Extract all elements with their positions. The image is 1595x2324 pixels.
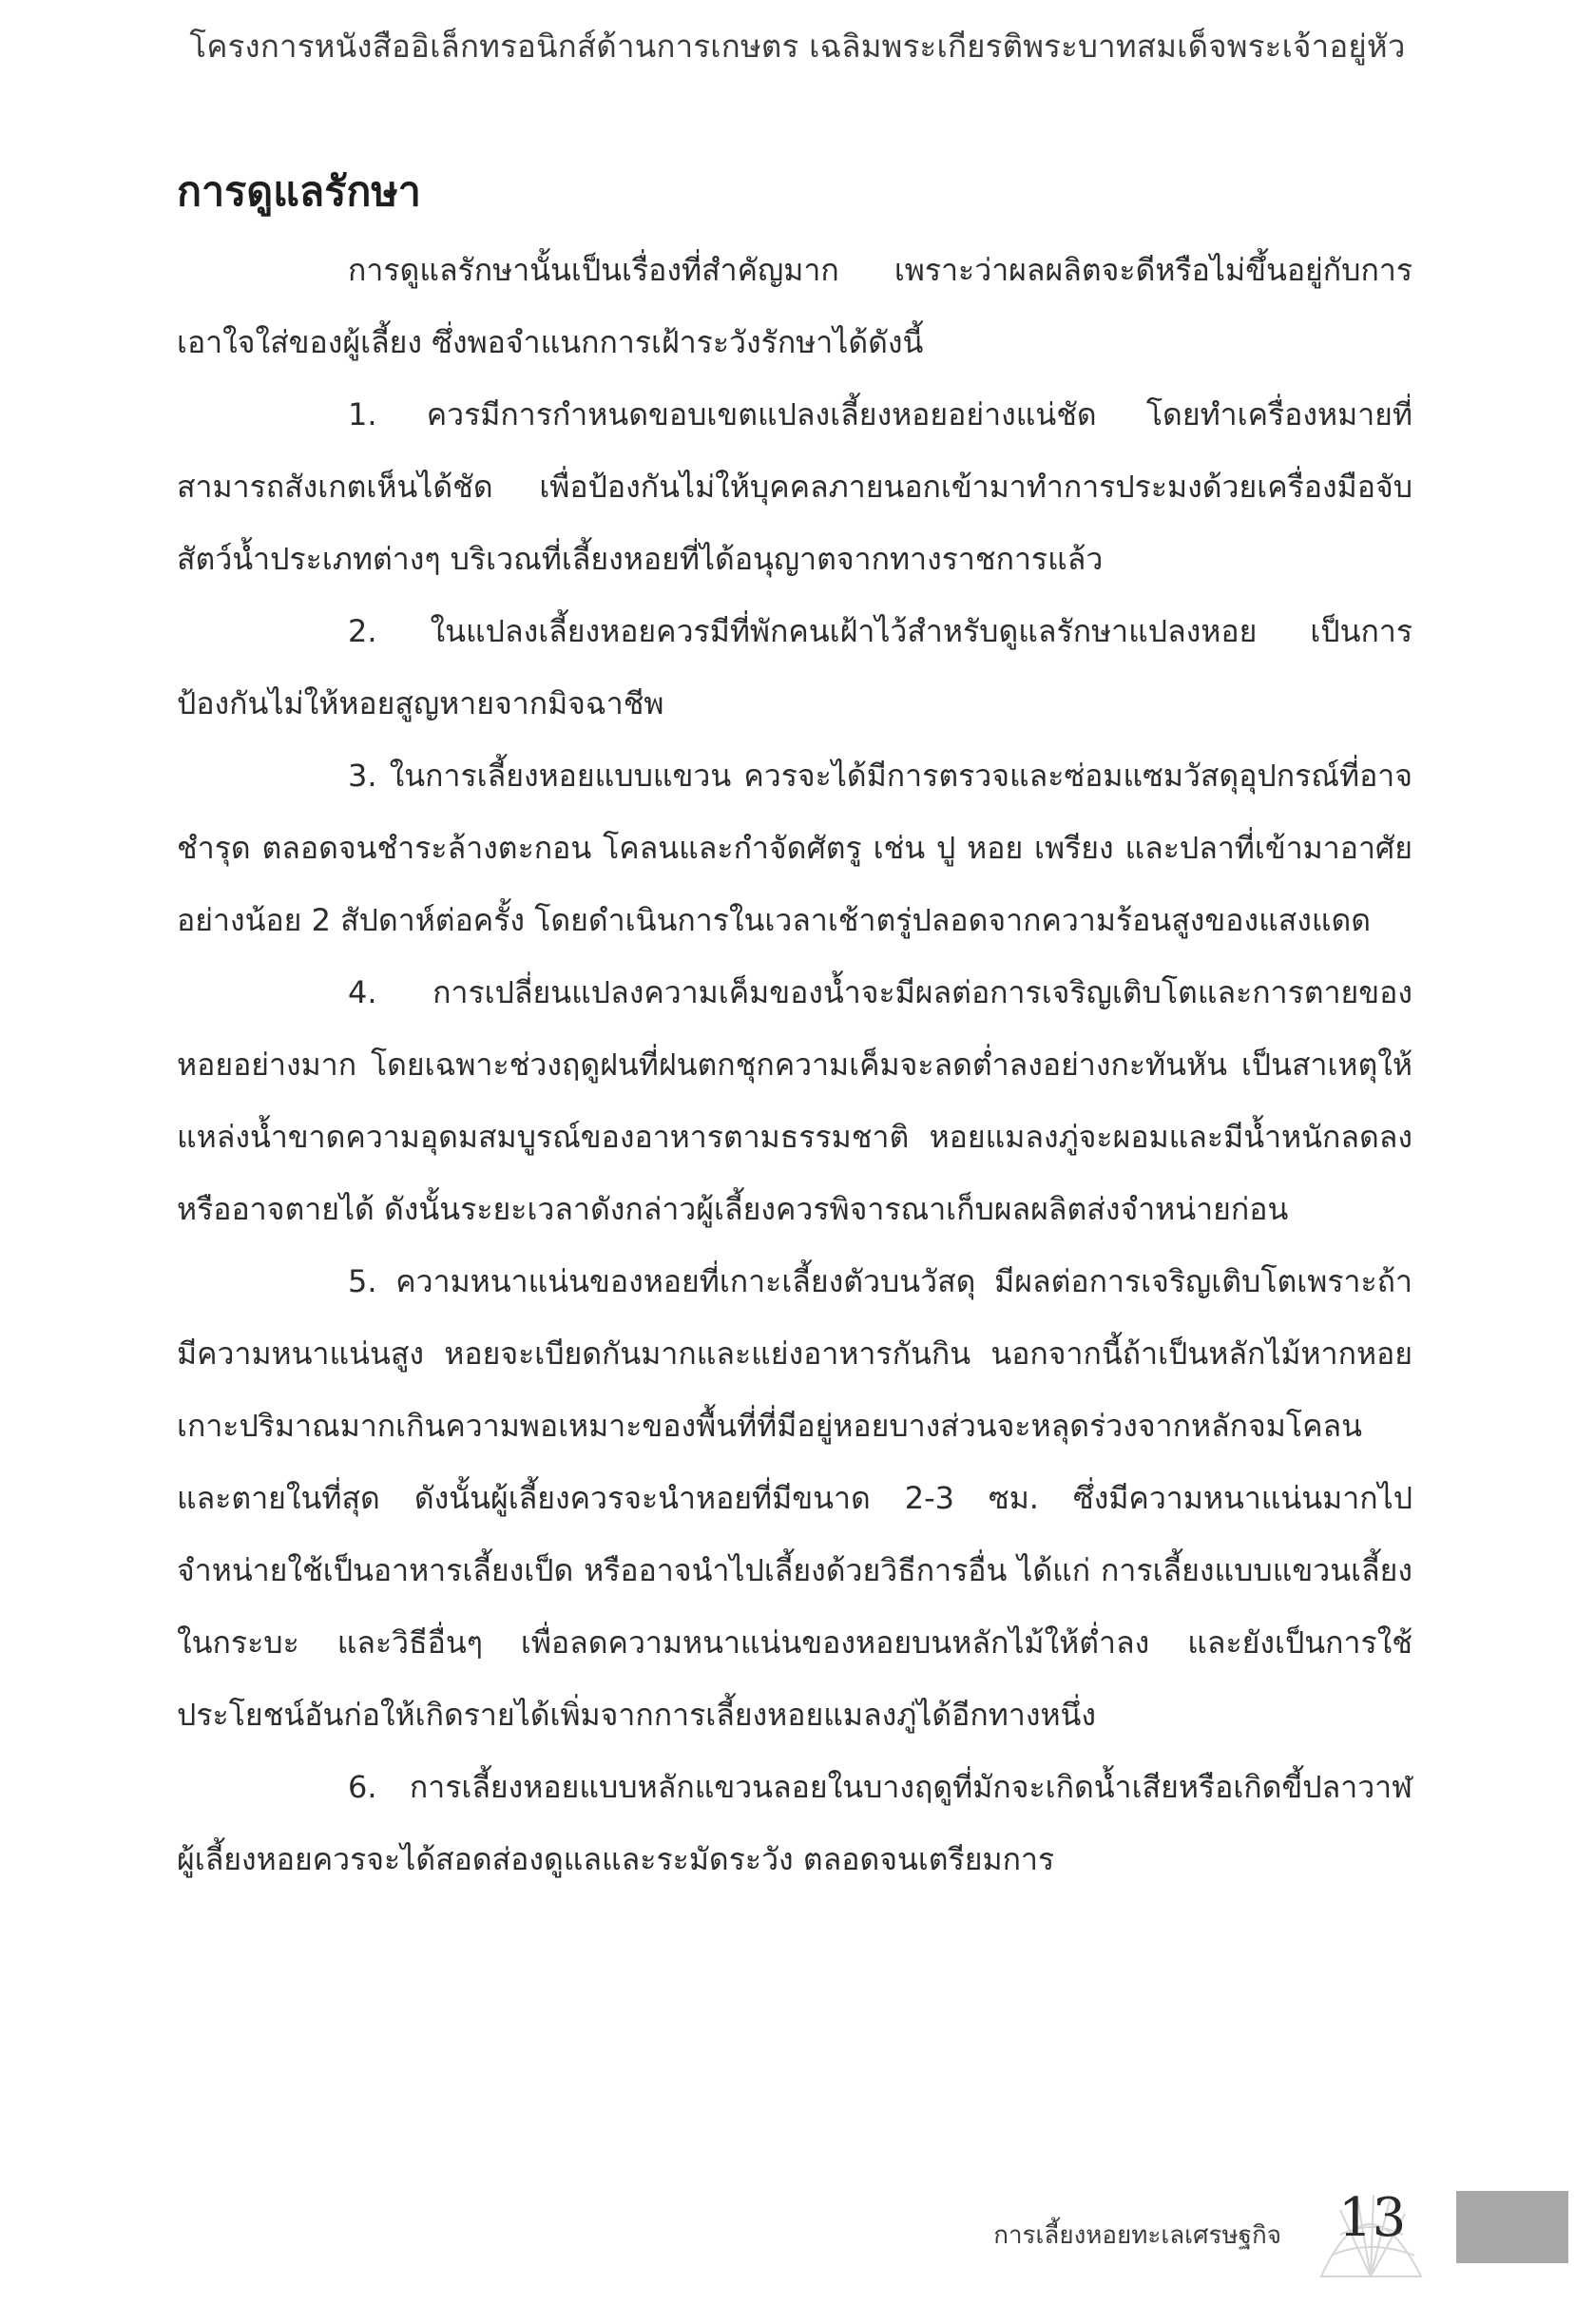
main-content <box>177 162 1412 1895</box>
running-header: โครงการหนังสืออิเล็กทรอนิกส์ด้านการเกษตร เฉลิมพระเกียรติพระบาทสมเด็จพระเจ้าอยู่หัว <box>189 28 1406 65</box>
intro-paragraph: การดูแลรักษานั้นเป็นเรื่องที่สำคัญมาก เพราะว่าผลผลิตจะดีหรือไม่ขึ้นอยู่กับการเอาใจใส่ของผู้เลี้ยง ซึ่งพอจำแนกการเฝ้าระวังรักษาได้ดังนี้ <box>177 252 1412 360</box>
paragraph-item-6: 6. การเลี้ยงหอยแบบหลักแขวนลอยในบางฤดูที่มักจะเกิดน้ำเสียหรือเกิดขี้ปลาวาฬ ผู้เลี้ยงหอยควรจะได้สอดส่องดูแลและระมัดระวัง ตลอดจนเตรียมการ <box>177 1769 1412 1877</box>
page-tab-block <box>1456 2191 1568 2263</box>
page-number: 13 <box>1338 2187 1407 2249</box>
paragraph-item-5: 5. ความหนาแน่นของหอยที่เกาะเลี้ยงตัวบนวัสดุ มีผลต่อการเจริญเติบโตเพราะถ้ามีความหนาแน่นสูง หอยจะเบียดกันมากและแย่งอาหารกันกิน นอกจากนี้ถ้าเป็นหลักไม้หากหอยเกาะปริมาณมากเกินความพอเหมาะของพื้นที่ที่มีอยู่หอยบางส่วนจะหลุดร่วงจากหลักจมโคลนและตายในที่สุด ดังนั้นผู้เลี้ยงควรจะนำหอยที่มีขนาด 2-3 ซม. ซึ่งมีความหนาแน่นมากไปจำหน่ายใช้เป็นอาหารเลี้ยงเป็ด หรืออาจนำไปเลี้ยงด้วยวิธีการอื่น ได้แก่ การเลี้ยงแบบแขวนเลี้ยงในกระบะ และวิธีอื่นๆ เพื่อลดความหนาแน่นของหอยบนหลักไม้ให้ต่ำลง และยังเป็นการใช้ประโยชน์อันก่อให้เกิดรายได้เพิ่มจากการเลี้ยงหอยแมลงภู่ได้อีกทางหนึ่ง <box>177 1263 1412 1733</box>
footer-book-title: การเลี้ยงหอยทะเลเศรษฐกิจ <box>993 2221 1281 2250</box>
page-footer <box>0 2172 1595 2286</box>
paragraph-item-2: 2. ในแปลงเลี้ยงหอยควรมีที่พักคนเฝ้าไว้สำหรับดูแลรักษาแปลงหอย เป็นการป้องกันไม่ให้หอยสูญหายจากมิจฉาชีพ <box>177 613 1412 721</box>
paragraph-item-1: 1. ควรมีการกำหนดขอบเขตแปลงเลี้ยงหอยอย่างแน่ชัด โดยทำเครื่องหมายที่สามารถสังเกตเห็นได้ชัด เพื่อป้องกันไม่ให้บุคคลภายนอกเข้ามาทำการประมงด้วยเครื่องมือจับสัตว์น้ำประเภทต่างๆ บริเวณที่เลี้ยงหอยที่ได้อนุญาตจากทางราชการแล้ว <box>177 396 1412 577</box>
paragraph-item-4: 4. การเปลี่ยนแปลงความเค็มของน้ำจะมีผลต่อการเจริญเติบโตและการตายของหอยอย่างมาก โดยเฉพาะช่วงฤดูฝนที่ฝนตกชุกความเค็มจะลดต่ำลงอย่างกะทันหัน เป็นสาเหตุให้แหล่งน้ำขาดความอุดมสมบูรณ์ของอาหารตามธรรมชาติ หอยแมลงภู่จะผอมและมีน้ำหนักลดลงหรืออาจตายได้ ดังนั้นระยะเวลาดังกล่าวผู้เลี้ยงควรพิจารณาเก็บผลผลิตส่งจำหน่ายก่อน <box>177 974 1412 1227</box>
paragraph-item-3: 3. ในการเลี้ยงหอยแบบแขวน ควรจะได้มีการตรวจและซ่อมแซมวัสดุอุปกรณ์ที่อาจชำรุด ตลอดจนชำระล้างตะกอน โคลนและกำจัดศัตรู เช่น ปู หอย เพรียง และปลาที่เข้ามาอาศัยอย่างน้อย 2 สัปดาห์ต่อครั้ง โดยดำเนินการในเวลาเช้าตรู่ปลอดจากความร้อนสูงของแสงแดด <box>177 758 1412 938</box>
section-title: การดูแลรักษา <box>177 168 421 216</box>
